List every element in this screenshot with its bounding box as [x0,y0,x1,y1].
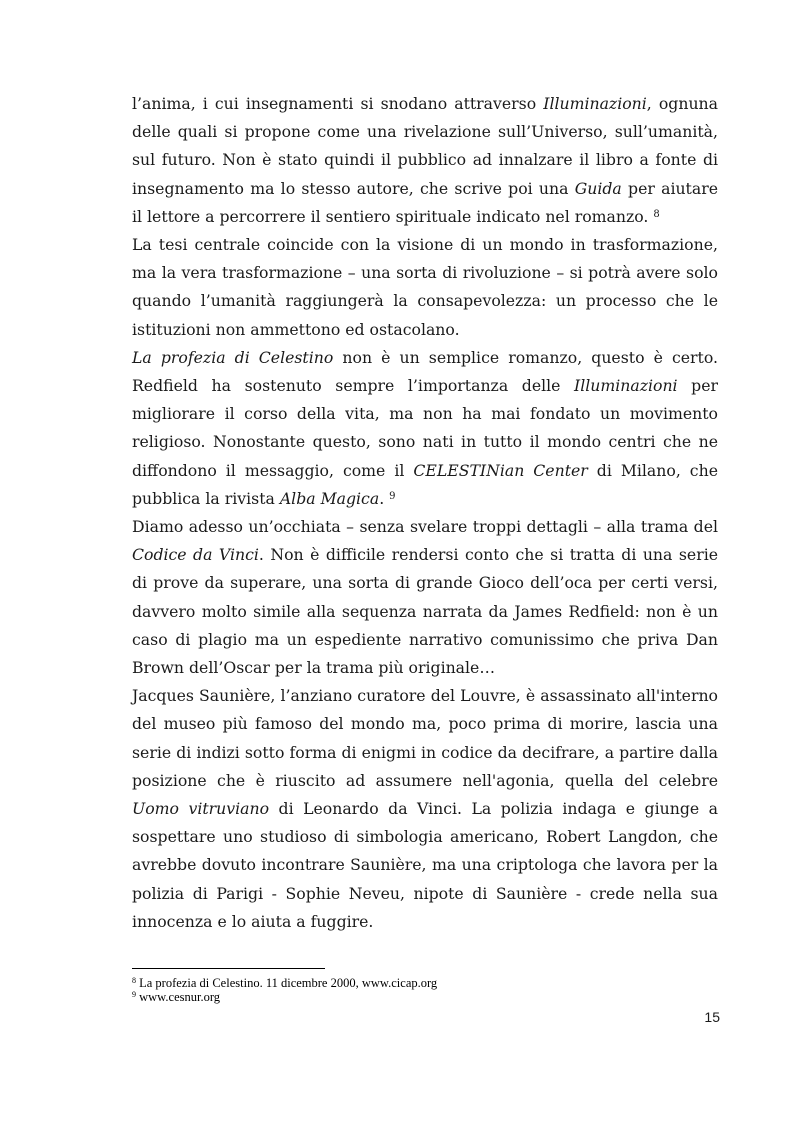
footnote-8 [132,976,718,990]
text-run: Diamo adesso un’occhiata – senza svelare troppi dettagli – alla trama del [132,517,718,537]
footnote-text: La profezia di Celestino. 11 dicembre 2000, www.cicap.org [136,976,438,990]
paragraph-3 [132,344,718,513]
footnote-number: 8 [132,976,136,985]
text-run: La tesi centrale coincide con la visione di un mondo in trasformazione, ma la vera trasformazione – una sorta di rivoluzione – si potrà avere solo quando l’umanità raggiungerà la consapevolezza: un processo che le istituzioni non ammettono ed ostacolano. [132,235,718,339]
text-run: non è un semplice romanzo, questo è certo. Redfield ha sostenuto sempre l’importanza delle [132,347,719,396]
footnote-ref: 9 [389,490,396,502]
italic-title: La profezia di Celestino [132,347,334,367]
footnote-text: www.cesnur.org [136,990,221,1004]
text-run: di Milano, che pubblica la rivista [132,460,718,508]
footnote-separator [132,968,325,969]
paragraph-1 [132,90,718,231]
footnote-9 [132,990,718,1004]
italic-title: CELESTINian Center [413,460,588,480]
paragraph-5 [132,682,718,936]
footnotes [132,976,718,1004]
italic-title: Guida [574,178,622,198]
italic-title: Uomo vitruviano [132,799,270,819]
italic-title: Codice da Vinci [132,545,259,565]
text-run: Jacques Saunière, l’anziano curatore del Louvre, è assassinato all'interno del museo più famoso del mondo ma, poco prima di morire, lascia una serie di indizi sotto forma di enigmi in codice da decifrare, a partire dalla posizione che è riuscito ad assumere nell'agonia, quella del celebre [132,686,718,790]
paragraph-2 [132,231,718,344]
text-run: . Non è difficile rendersi conto che si tratta di una serie di prove da superare, una sorta di grande Gioco dell’oca per certi versi, davvero molto simile alla sequenza narrata da James Redfield: non è un caso di plagio ma un espediente narrativo comunissimo che priva Dan Brown dell’Oscar per la trama più originale… [132,545,718,678]
page-number: 15 [704,1009,720,1025]
paragraph-4 [132,513,718,682]
italic-title: Alba Magica [279,488,380,508]
text-run: per migliorare il corso della vita, ma non ha mai fondato un movimento religioso. Nonostante questo, sono nati in tutto il mondo centri che ne diffondono il messaggio, come il [132,376,719,480]
italic-title: Illuminazioni [543,94,647,113]
text-run: . [379,488,390,508]
footnote-ref: 8 [653,208,660,220]
footnote-number: 9 [132,990,136,999]
text-run: per aiutare il lettore a percorrere il sentiero spirituale indicato nel romanzo. [132,178,718,226]
text-run: , ognuna delle quali si propone come una rivelazione sull’Universo, sull’umanità, sul futuro. Non è stato quindi il pubblico ad innalzare il libro a fonte di insegnamento ma lo stesso autore, che scrive poi una [132,94,719,198]
text-run: l’anima, i cui insegnamenti si snodano attraverso [132,94,544,113]
italic-title: Illuminazioni [574,376,678,396]
body-text [132,90,718,936]
text-run: di Leonardo da Vinci. La polizia indaga e giunge a sospettare uno studioso di simbologia americano, Robert Langdon, che avrebbe dovuto incontrare Saunière, ma una criptologa che lavora per la polizia di Parigi - Sophie Neveu, nipote di Saunière - crede nella sua innocenza e lo aiuta a fuggire. [132,799,718,931]
